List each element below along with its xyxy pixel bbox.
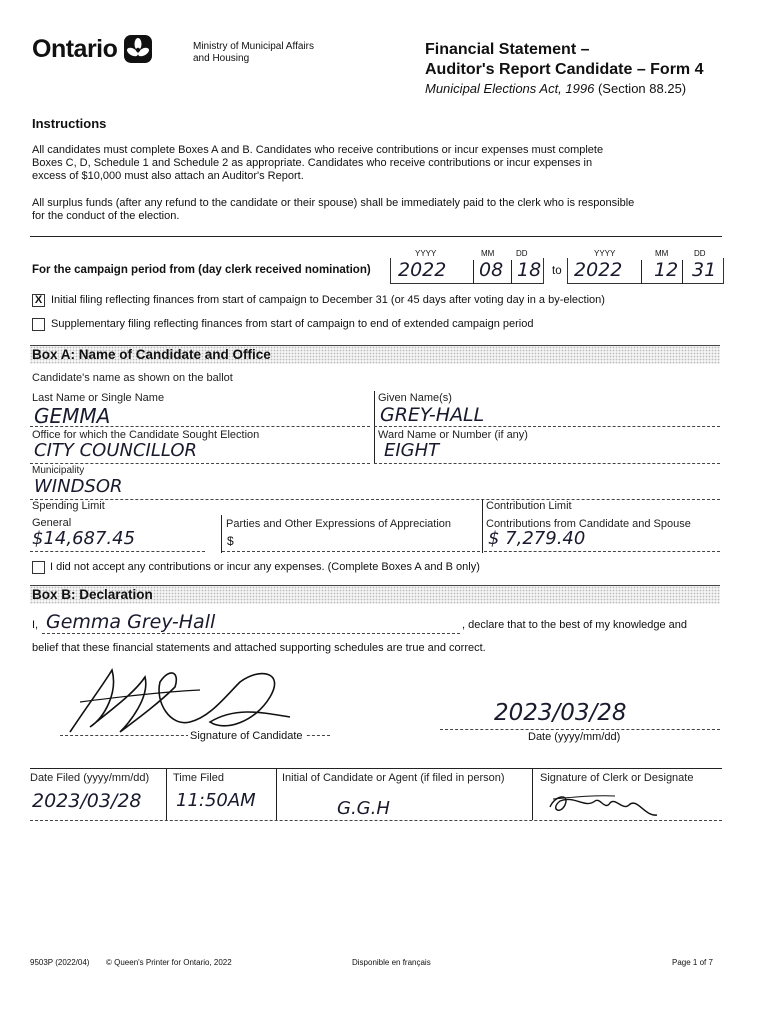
to-month-header: MM xyxy=(655,249,669,258)
municipality-label: Municipality xyxy=(32,465,85,476)
declaration-date-label: Date (yyyy/mm/dd) xyxy=(528,731,621,743)
last-name-line xyxy=(30,426,370,427)
instructions-p1-line-1: All candidates must complete Boxes A and B. Candidates who receive contributions or incur expenses must complete xyxy=(32,144,604,156)
declaration-belief: belief that these financial statements and attached supporting schedules are true and correct. xyxy=(32,642,486,654)
contribution-limit-divider xyxy=(482,499,483,553)
parties-expression-label: Parties and Other Expressions of Appreciation xyxy=(226,518,452,530)
section-divider xyxy=(30,236,722,237)
contrib-candidate-spouse-label: Contributions from Candidate and Spouse xyxy=(486,518,691,530)
general-spending-line xyxy=(30,551,205,552)
time-filed-value[interactable]: 11:50AM xyxy=(176,790,256,811)
ward-label: Ward Name or Number (if any) xyxy=(378,429,528,441)
box-a-heading: Box A: Name of Candidate and Office xyxy=(32,347,271,362)
supplementary-filing-checkbox[interactable] xyxy=(32,318,45,331)
box-b-header xyxy=(30,585,720,604)
footer-french: Disponible en français xyxy=(352,958,431,967)
municipality-line xyxy=(30,499,720,500)
time-filed-label: Time Filed xyxy=(173,772,224,784)
trillium-icon xyxy=(123,34,153,64)
clerk-signature[interactable] xyxy=(545,787,665,821)
act-reference xyxy=(425,80,704,98)
instructions-p2-line-1: All surplus funds (after any refund to the candidate or their spouse) shall be immediately paid to the clerk who is responsible xyxy=(32,197,635,209)
campaign-period-label: For the campaign period from (day clerk received nomination) xyxy=(32,264,371,276)
to-day-header: DD xyxy=(694,249,706,258)
declaration-date-line xyxy=(440,729,720,730)
filing-bottom-rule xyxy=(30,820,722,821)
from-month-value: 08 xyxy=(479,259,504,281)
office-value[interactable]: CITY COUNCILLOR xyxy=(34,440,198,461)
footer-form-code: 9503P (2022/04) xyxy=(30,958,90,967)
no-contributions-checkbox[interactable] xyxy=(32,561,45,574)
date-filed-value[interactable]: 2023/03/28 xyxy=(32,790,142,812)
declarant-line xyxy=(42,633,460,634)
contrib-candidate-spouse-value[interactable]: $ 7,279.40 xyxy=(488,528,586,549)
form-title-line-1: Financial Statement – xyxy=(425,41,590,58)
instructions-paragraph-1 xyxy=(32,144,732,183)
contribution-limit-label: Contribution Limit xyxy=(486,500,572,512)
to-date-divider-2 xyxy=(682,260,683,284)
given-name-line xyxy=(374,426,720,427)
ministry-line-2: and Housing xyxy=(193,53,250,64)
spending-limit-label: Spending Limit xyxy=(32,500,105,512)
ward-value[interactable]: EIGHT xyxy=(384,440,440,461)
form-title xyxy=(425,40,704,98)
initials-value[interactable]: G.G.H xyxy=(337,798,390,819)
initials-label: Initial of Candidate or Agent (if filed in person) xyxy=(282,772,505,784)
given-name-divider xyxy=(374,391,375,463)
from-year-header: YYYY xyxy=(415,249,437,258)
from-date-divider-1 xyxy=(473,260,474,284)
to-month-value: 12 xyxy=(654,259,679,281)
instructions-paragraph-2 xyxy=(32,197,732,223)
no-contributions-label: I did not accept any contributions or incur any expenses. (Complete Boxes A and B only) xyxy=(50,561,480,573)
from-year-value: 2022 xyxy=(398,259,447,281)
from-month-header: MM xyxy=(481,249,495,258)
ontario-logo xyxy=(32,34,153,64)
parties-divider xyxy=(221,515,222,553)
instructions-p2-line-2: for the conduct of the election. xyxy=(32,210,180,222)
to-year-value: 2022 xyxy=(574,259,623,281)
date-filed-label: Date Filed (yyyy/mm/dd) xyxy=(30,772,150,784)
to-date-divider-1 xyxy=(641,260,642,284)
filing-divider-1 xyxy=(166,768,167,820)
instructions-p1-line-2: Boxes C, D, Schedule 1 and Schedule 2 as appropriate. Candidates who receive contributions or incur expenses in xyxy=(32,157,593,169)
act-name: Municipal Elections Act, 1996 xyxy=(425,81,595,96)
ward-line xyxy=(374,463,720,464)
instructions-p1-line-3: excess of $10,000 must also attach an Auditor's Report. xyxy=(32,170,304,182)
act-section: (Section 88.25) xyxy=(597,81,687,96)
municipality-value[interactable]: WINDSOR xyxy=(34,476,123,497)
to-year-header: YYYY xyxy=(594,249,616,258)
filing-top-rule xyxy=(30,768,722,769)
office-label: Office for which the Candidate Sought Election xyxy=(32,429,260,441)
general-spending-value[interactable]: $14,687.45 xyxy=(32,528,136,549)
footer-copyright: © Queen's Printer for Ontario, 2022 xyxy=(106,958,232,967)
office-line xyxy=(30,463,370,464)
last-name-label: Last Name or Single Name xyxy=(32,392,165,404)
from-date-divider-2 xyxy=(511,260,512,284)
general-label: General xyxy=(32,517,72,529)
given-name-label: Given Name(s) xyxy=(378,392,452,404)
declaration-date-value[interactable]: 2023/03/28 xyxy=(494,700,627,726)
brand-wordmark: Ontario xyxy=(32,34,118,63)
contrib-candidate-spouse-line xyxy=(484,551,720,552)
initial-filing-checkbox[interactable]: X xyxy=(32,294,45,307)
footer-page-number: Page 1 of 7 xyxy=(672,958,713,967)
declaration-text: , declare that to the best of my knowledge and xyxy=(462,619,688,631)
ministry-name xyxy=(193,41,314,65)
supplementary-filing-label: Supplementary filing reflecting finances from start of campaign to end of extended campaign period xyxy=(51,318,534,330)
box-b-heading: Box B: Declaration xyxy=(32,587,153,602)
clerk-signature-label: Signature of Clerk or Designate xyxy=(540,772,694,784)
form-title-line-2: Auditor's Report Candidate – Form 4 xyxy=(425,61,704,78)
given-name-value[interactable]: GREY-HALL xyxy=(380,404,485,426)
to-label: to xyxy=(552,265,562,277)
ballot-name-note: Candidate's name as shown on the ballot xyxy=(32,372,233,384)
from-day-value: 18 xyxy=(517,259,542,281)
from-day-header: DD xyxy=(516,249,528,258)
last-name-value[interactable]: GEMMA xyxy=(34,404,111,428)
signature-label: Signature of Candidate xyxy=(190,730,303,742)
declaration-i: I, xyxy=(32,619,39,631)
filing-divider-2 xyxy=(276,768,277,820)
ministry-line-1: Ministry of Municipal Affairs xyxy=(193,41,314,52)
parties-expression-line xyxy=(222,551,480,552)
box-a-header xyxy=(30,345,720,364)
declarant-name[interactable]: Gemma Grey-Hall xyxy=(46,611,216,633)
to-day-value: 31 xyxy=(692,259,717,281)
filing-divider-3 xyxy=(532,768,533,820)
instructions-heading: Instructions xyxy=(32,116,107,131)
initial-filing-label: Initial filing reflecting finances from start of campaign to December 31 (or 45 days after voting day in a by-election) xyxy=(51,294,605,306)
parties-expression-value[interactable]: $ xyxy=(227,534,234,548)
